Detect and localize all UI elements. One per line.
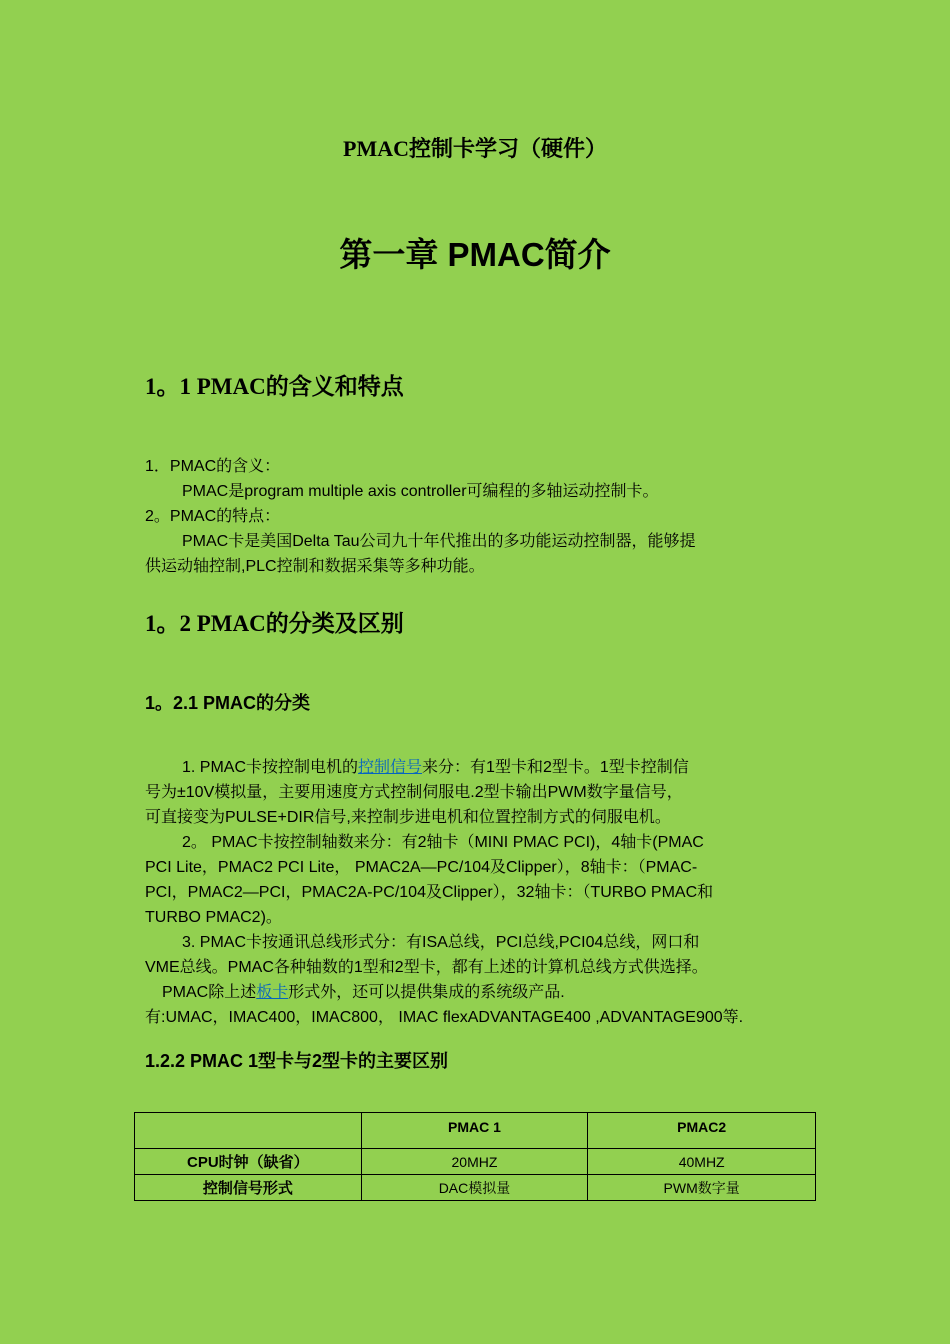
paragraph-line: 2。 PMAC卡按控制轴数来分：有2轴卡（MINI PMAC PCI)，4轴卡(PMAC [182,834,704,851]
paragraph-line: TURBO PMAC2)。 [145,909,282,926]
text-run: 1. PMAC卡按控制电机的 [182,759,359,776]
text-run: 来分：有1型卡和2型卡。1型卡控制信 [422,759,689,776]
paragraph-line: 2。PMAC的特点： [145,508,281,525]
paragraph-line [162,980,565,1005]
section-heading-1-2-1: 1。2.1 PMAC的分类 [145,693,311,713]
paragraph-line [182,755,689,780]
paragraph-line: VME总线。PMAC各种轴数的1型和2型卡，都有上述的计算机总线方式供选择。 [145,959,708,976]
control-signal-link[interactable]: 控制信号 [358,759,423,776]
chapter-title: 第一章 PMAC简介 [339,236,611,273]
table-row [135,1175,816,1201]
section-heading-1-2: 1。2 PMAC的分类及区别 [145,611,404,636]
paragraph-line: 供运动轴控制,PLC控制和数据采集等多种功能。 [145,558,485,575]
table-header-cell: PMAC2 [588,1113,816,1149]
table-cell: PWM数字量 [588,1175,816,1201]
paragraph-line: 号为±10V模拟量，主要用速度方式控制伺服电.2型卡输出PWM数字量信号， [145,784,683,801]
table-cell: 20MHZ [361,1149,588,1175]
paragraph-line: PCI，PMAC2—PCI，PMAC2A-PC/104及Clipper），32轴卡：（TURBO PMAC和 [145,884,714,901]
table-row-header: 控制信号形式 [135,1175,362,1201]
paragraph-line: PCI Lite，PMAC2 PCI Lite， PMAC2A—PC/104及Clipper），8轴卡：（PMAC- [145,859,698,876]
paragraph-line: 3. PMAC卡按通讯总线形式分：有ISA总线，PCI总线,PCI04总线，网口和 [182,934,700,951]
text-run: 形式外，还可以提供集成的系统级产品. [288,984,565,1001]
table-header-cell [135,1113,362,1149]
comparison-table [134,1112,816,1201]
table-header-cell: PMAC 1 [361,1113,588,1149]
document-title: PMAC控制卡学习（硬件） [343,136,607,161]
table-cell: DAC模拟量 [361,1175,588,1201]
paragraph-line: 有:UMAC，IMAC400，IMAC800， IMAC flexADVANTAGE400 ,ADVANTAGE900等. [145,1009,744,1026]
table-cell: 40MHZ [588,1149,816,1175]
section-heading-1-1: 1。1 PMAC的含义和特点 [145,374,404,399]
text-run: PMAC除上述 [162,984,257,1001]
paragraph-line: PMAC是program multiple axis controller可编程的多轴运动控制卡。 [182,483,659,500]
table-row [135,1149,816,1175]
section-heading-1-2-2: 1.2.2 PMAC 1型卡与2型卡的主要区别 [145,1051,449,1071]
paragraph-line: 可直接变为PULSE+DIR信号,来控制步进电机和位置控制方式的伺服电机。 [145,809,671,826]
table-header-row [135,1113,816,1149]
board-card-link[interactable]: 板卡 [256,984,289,1001]
paragraph-line: 1．PMAC的含义： [145,458,281,475]
paragraph-line: PMAC卡是美国Delta Tau公司九十年代推出的多功能运动控制器，能够提 [182,533,696,550]
table-row-header: CPU时钟（缺省） [135,1149,362,1175]
